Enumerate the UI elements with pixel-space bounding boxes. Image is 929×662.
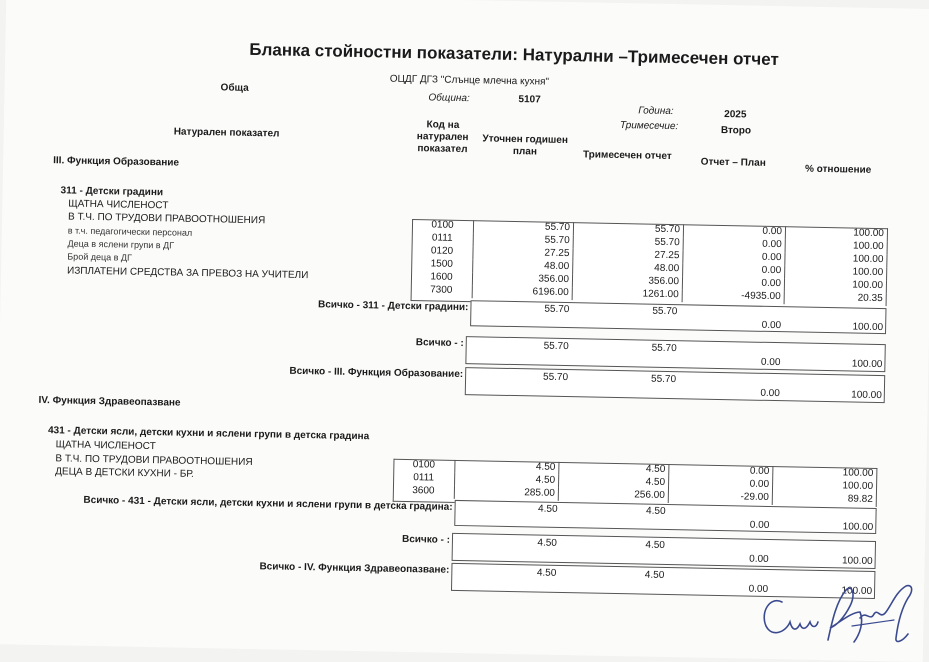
subtotal-report: 55.70 (651, 342, 677, 355)
indicator-label: Брой деца в ДГ (67, 251, 133, 263)
total-pct: 100.00 (842, 521, 874, 533)
cell-plan: 4.50 (455, 460, 559, 475)
total-plan: 55.70 (544, 303, 570, 316)
section-total-report: 55.70 (650, 373, 677, 386)
cell-plan: 4.50 (455, 473, 559, 488)
cell-report: 256.00 (559, 488, 669, 503)
subtotal-report: 4.50 (645, 539, 666, 551)
cell-diff: 0.00 (683, 276, 785, 291)
cell-pct: 100.00 (786, 226, 888, 241)
section-total-plan: 55.70 (542, 371, 569, 384)
indicator-label: ДЕЦА В ДЕТСКИ КУХНИ - БР. (55, 466, 194, 480)
section-total-diff: 0.00 (760, 387, 780, 400)
col-header-indicator: Натурален показател (173, 126, 280, 140)
subtotal-box (465, 336, 885, 372)
cell-report: 27.25 (573, 248, 683, 263)
cell-code: 0100 (412, 219, 474, 233)
total-plan: 4.50 (538, 503, 558, 515)
cell-pct: 100.00 (773, 466, 877, 481)
quarter-label: Тримесечие: (619, 120, 679, 133)
municipality-code: 5107 (518, 94, 541, 106)
municipality-label: Община: (428, 92, 470, 105)
section-total-plan: 4.50 (536, 567, 557, 579)
report-title: Бланка стойностни показатели: Натурални –Тримесечен отчет (249, 39, 779, 70)
cell-pct: 100.00 (786, 239, 888, 254)
subtotal-label: Всичко - : (415, 337, 464, 350)
group-title: 311 - Детски градини (60, 185, 164, 199)
subtotal-pct: 100.00 (851, 358, 883, 371)
cell-report: 55.70 (574, 235, 684, 250)
subtotal-plan: 55.70 (543, 340, 569, 353)
section-total-label: Всичко - IV. Функция Здравеопазване: (259, 561, 450, 576)
col-header-report: Тримесечен отчет (582, 149, 672, 163)
total-report: 55.70 (652, 305, 678, 318)
cell-diff: 0.00 (683, 263, 785, 278)
section-total-pct: 100.00 (841, 585, 873, 597)
cell-diff: 0.00 (684, 224, 786, 239)
cell-diff: -29.00 (669, 490, 773, 505)
cell-code: 3600 (393, 485, 455, 499)
cell-pct: 100.00 (785, 278, 887, 293)
indicator-label: Деца в яслени групи в ДГ (67, 238, 175, 251)
cell-plan: 55.70 (474, 220, 574, 235)
col-header-pct: % отношение (804, 163, 872, 176)
subtotal-diff: 0.00 (749, 553, 769, 565)
cell-code: 0111 (393, 472, 455, 486)
cell-report: 1261.00 (573, 287, 683, 302)
cell-pct: 100.00 (785, 252, 887, 267)
cell-diff: 0.00 (683, 250, 785, 265)
col-header-diff: Отчет – План (700, 156, 766, 169)
group-total-label: Всичко - 431 - Детски ясли, детски кухни и яслени групи в детска градина: (83, 494, 453, 513)
cell-report: 4.50 (559, 475, 669, 490)
indicator-label: в т.ч. педагогически персонал (67, 225, 193, 238)
subtotal-label: Всичко - : (401, 533, 451, 546)
year-value: 2025 (724, 109, 747, 121)
section-total-report: 4.50 (644, 569, 665, 581)
subtotal-diff: 0.00 (760, 356, 781, 369)
col-header-plan: Уточнен годишен план (482, 133, 569, 158)
cell-code: 0120 (411, 245, 473, 259)
cell-code: 1500 (411, 258, 473, 272)
total-pct: 100.00 (852, 321, 884, 334)
cell-pct: 100.00 (773, 479, 877, 494)
cell-plan: 55.70 (474, 233, 574, 248)
subtotal-pct: 100.00 (841, 555, 873, 567)
group-title: 431 - Детски ясли, детски кухни и яслени групи в детска градина (47, 425, 370, 443)
cell-diff: 0.00 (684, 237, 786, 252)
section-total-pct: 100.00 (851, 389, 882, 402)
indicator-label: ЩАТНА ЧИСЛЕНОСТ (55, 439, 156, 453)
cell-report: 4.50 (559, 462, 669, 477)
section-title: III. Функция Образование (53, 155, 180, 169)
cell-diff: 0.00 (669, 464, 773, 479)
total-diff: 0.00 (749, 519, 770, 531)
section-total-diff: 0.00 (748, 583, 769, 595)
section-total-label: Всичко - III. Функция Образование: (289, 365, 464, 381)
year-label: Година: (638, 105, 674, 118)
cell-plan: 285.00 (455, 486, 559, 501)
col-header-code: Код на натурален показател (416, 119, 469, 156)
cell-pct: 89.82 (773, 492, 877, 507)
section-title: IV. Функция Здравеопазване (38, 394, 181, 409)
section-total-box (465, 367, 885, 403)
cell-code: 7300 (411, 284, 473, 298)
quarter-value: Второ (720, 124, 752, 137)
scope-label: Обща (220, 82, 249, 94)
total-diff: 0.00 (761, 319, 782, 332)
cell-pct: 20.35 (785, 291, 887, 306)
cell-plan: 6196.00 (473, 285, 573, 300)
indicator-label: В Т.Ч. ПО ТРУДОВИ ПРАВООТНОШЕНИЯ (67, 211, 266, 227)
cell-diff: -4935.00 (683, 289, 785, 304)
cell-report: 48.00 (573, 261, 683, 276)
indicator-label: ЩАТНА ЧИСЛЕНОСТ (68, 198, 169, 212)
organization-name: ОЦДГ ДГЗ "Слънце млечна кухня" (389, 73, 550, 88)
cell-plan: 356.00 (473, 272, 573, 287)
cell-plan: 48.00 (473, 259, 573, 274)
indicator-label: ИЗПЛАТЕНИ СРЕДСТВА ЗА ПРЕВОЗ НА УЧИТЕЛИ (66, 265, 309, 282)
indicator-label: В Т.Ч. ПО ТРУДОВИ ПРАВООТНОШЕНИЯ (55, 453, 253, 469)
subtotal-plan: 4.50 (537, 537, 558, 549)
cell-report: 356.00 (573, 274, 683, 289)
total-report: 4.50 (645, 505, 666, 517)
cell-code: 0100 (393, 459, 455, 473)
cell-report: 55.70 (574, 222, 684, 237)
cell-plan: 27.25 (473, 246, 573, 261)
group-total-label: Всичко - 311 - Детски градини: (317, 299, 469, 314)
cell-pct: 100.00 (785, 265, 887, 280)
cell-diff: 0.00 (669, 477, 773, 492)
cell-code: 1600 (411, 271, 473, 285)
cell-code: 0111 (412, 232, 474, 246)
signature-image (756, 582, 926, 650)
